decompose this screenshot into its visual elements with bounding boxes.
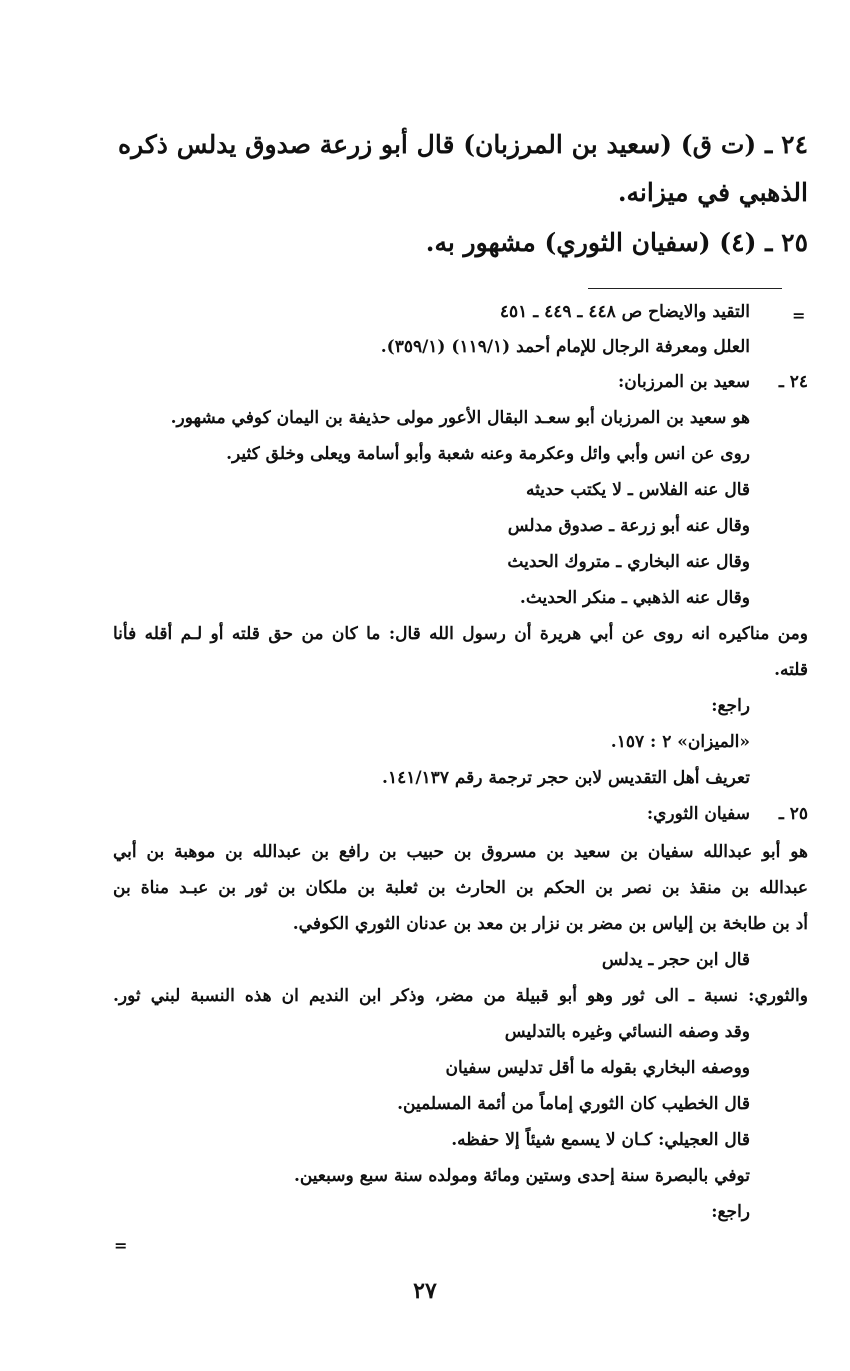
main-line-2: الذهبي في ميزانه. <box>617 178 808 207</box>
footnote-24-line: قال عنه الفلاس ـ لا يكتب حديثه <box>526 480 750 500</box>
main-line-1: ٢٤ ـ (ت ق) (سعيد بن المرزبان) قال أبو زرعة صدوق يدلس ذكره <box>118 130 808 159</box>
footnote-25-line: قال الخطيب كان الثوري إماماً من أئمة المسلمين. <box>397 1094 750 1114</box>
footnote-25-label: ٢٥ ـ <box>778 804 808 824</box>
footnote-24-title: سعيد بن المرزبان: <box>618 372 750 392</box>
footnote-24-line: قلته. <box>774 660 808 680</box>
footnote-24-line: «الميزان» ٢ : ١٥٧. <box>610 732 750 752</box>
footnote-24-line: وقال عنه البخاري ـ متروك الحديث <box>507 552 750 572</box>
footnote-24-line: تعريف أهل التقديس لابن حجر ترجمة رقم ١٤١/١٣٧. <box>382 768 750 788</box>
footnote-25-line: قال العجيلي: كـان لا يسمع شيئاً إلا حفظه. <box>451 1130 750 1150</box>
footnote-24-line: وقال عنه الذهبي ـ منكر الحديث. <box>519 588 750 608</box>
footnote-25-line: والثوري: نسبة ـ الى ثور وهو أبو قبيلة من مضر، وذكر ابن النديم ان هذه النسبة لبني ثور. <box>113 986 808 1006</box>
footnote-24-line: وقال عنه أبو زرعة ـ صدوق مدلس <box>507 516 750 536</box>
footnote-24-line: راجع: <box>711 696 750 716</box>
footnote-25-line: ووصفه البخاري بقوله ما أقل تدليس سفيان <box>445 1058 750 1078</box>
footnote-24-line: هو سعيد بن المرزبان أبو سعـد البقال الأعور مولى حذيفة بن اليمان كوفي مشهور. <box>170 408 750 428</box>
footnote-25-line: وقد وصفه النسائي وغيره بالتدليس <box>504 1022 750 1042</box>
end-continuation-mark: = <box>114 1236 128 1255</box>
footnote-25-line: راجع: <box>711 1202 750 1222</box>
footnote-25-line: هو أبو عبدالله سفيان بن سعيد بن مسروق بن حبيب بن رافع بن عبدالله بن موهبة بن أبي <box>113 842 808 862</box>
footnote-cont-line-1: التقيد والايضاح ص ٤٤٨ ـ ٤٤٩ ـ ٤٥١ <box>499 302 750 322</box>
footnote-24-line: ومن مناكيره انه روى عن أبي هريرة أن رسول الله قال: ما كان من حق قلته أو لـم أقله فأنا <box>113 624 808 644</box>
footnote-25-line: عبدالله بن منقذ بن نصر بن الحكم بن الحارث بن ثعلبة بن ملكان بن ثور بن عبـد مناة بن <box>113 878 808 898</box>
footnote-25-line: قال ابن حجر ـ يدلس <box>601 950 750 970</box>
footnote-25-line: أد بن طابخة بن إلياس بن مضر بن نزار بن معد بن عدنان الثوري الكوفي. <box>292 914 808 934</box>
footnote-25-line: توفي بالبصرة سنة إحدى وستين ومائة ومولده سنة سبع وسبعين. <box>293 1166 750 1186</box>
footnote-24-line: روى عن انس وأبي وائل وعكرمة وعنه شعبة وأبو أسامة ويعلى وخلق كثير. <box>226 444 750 464</box>
main-line-3: ٢٥ ـ (٤) (سفيان الثوري) مشهور به. <box>425 228 808 257</box>
continuation-mark: = <box>792 306 806 325</box>
footnote-separator <box>588 288 782 289</box>
footnote-24-label: ٢٤ ـ <box>778 372 808 392</box>
page-number: ٢٧ <box>413 1278 437 1304</box>
footnote-25-title: سفيان الثوري: <box>646 804 750 824</box>
footnote-cont-line-2: العلل ومعرفة الرجال للإمام أحمد (١١٩/١) (٣٥٩/١). <box>380 337 750 357</box>
